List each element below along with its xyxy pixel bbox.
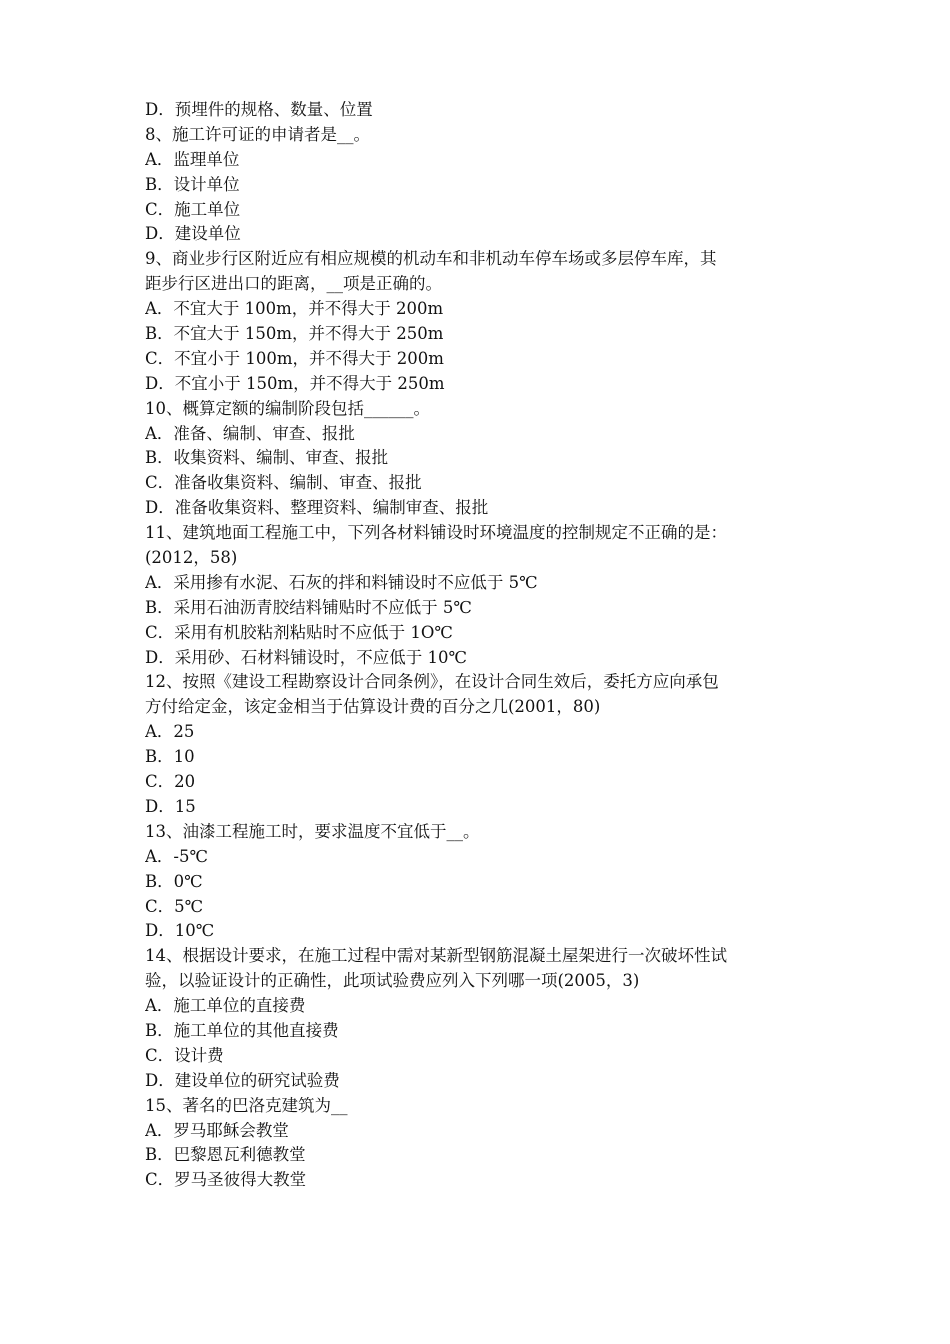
text-line: 12、按照《建设工程勘察设计合同条例》，在设计合同生效后，委托方应向承包 [145, 672, 719, 692]
text-line: D．准备收集资料、整理资料、编制审查、报批 [145, 498, 489, 518]
text-line: A．监理单位 [145, 149, 240, 169]
text-line: 方付给定金，该定金相当于估算设计费的百分之几(2001，80) [145, 697, 601, 717]
text-line: A．不宜大于 100m，并不得大于 200m [145, 299, 444, 319]
text-line: D．建设单位 [145, 224, 241, 244]
text-line: C．5℃ [145, 896, 204, 916]
text-line: C．采用有机胶粘剂粘贴时不应低于 1O℃ [145, 622, 453, 642]
text-line: 14、根据设计要求，在施工过程中需对某新型钢筋混凝土屋架进行一次破坏性试 [145, 946, 727, 966]
text-line: A．-5℃ [145, 846, 208, 866]
text-line: A．施工单位的直接费 [145, 996, 306, 1016]
text-line: 13、油漆工程施工时，要求温度不宜低于__。 [145, 821, 480, 841]
text-line: 8、施工许可证的申请者是__。 [145, 124, 370, 144]
text-line: B．0℃ [145, 871, 203, 891]
text-line: 9、商业步行区附近应有相应规模的机动车和非机动车停车场或多层停车库，其 [145, 249, 717, 269]
text-line: B．施工单位的其他直接费 [145, 1020, 339, 1040]
document-body [145, 98, 810, 1193]
text-line: 10、概算定额的编制阶段包括______。 [145, 398, 430, 418]
text-line: B．收集资料、编制、审查、报批 [145, 448, 389, 468]
text-line: C．准备收集资料、编制、审查、报批 [145, 473, 422, 493]
text-line: D．不宜小于 150m，并不得大于 250m [145, 373, 445, 393]
text-line: C．设计费 [145, 1045, 224, 1065]
text-line: C．施工单位 [145, 199, 241, 219]
text-line: D．建设单位的研究试验费 [145, 1070, 340, 1090]
text-line: B．巴黎恩瓦利德教堂 [145, 1145, 306, 1165]
text-line: C．不宜小于 100m，并不得大于 200m [145, 348, 444, 368]
text-line: B．设计单位 [145, 174, 240, 194]
text-line: A．采用掺有水泥、石灰的拌和料铺设时不应低于 5℃ [145, 572, 538, 592]
text-line: A．25 [145, 722, 195, 742]
text-line: A．准备、编制、审查、报批 [145, 423, 355, 443]
text-line: B．采用石油沥青胶结料铺贴时不应低于 5℃ [145, 597, 472, 617]
text-line: C．20 [145, 772, 196, 792]
text-line: D．10℃ [145, 921, 215, 941]
text-line: 距步行区进出口的距离，__项是正确的。 [145, 274, 442, 294]
text-line: D．预埋件的规格、数量、位置 [145, 100, 373, 119]
text-line: (2012，58) [145, 548, 238, 568]
text-line: D．15 [145, 796, 196, 816]
text-line: B．10 [145, 747, 195, 767]
text-line: B．不宜大于 150m，并不得大于 250m [145, 324, 444, 344]
text-line: 11、建筑地面工程施工中，下列各材料铺设时环境温度的控制规定不正确的是： [145, 523, 727, 543]
text-line: C．罗马圣彼得大教堂 [145, 1170, 307, 1190]
text-line: A．罗马耶稣会教堂 [145, 1120, 289, 1140]
text-line: 验，以验证设计的正确性，此项试验费应列入下列哪一项(2005，3) [145, 971, 640, 991]
text-line: D．采用砂、石材料铺设时，不应低于 10℃ [145, 647, 467, 667]
text-line: 15、著名的巴洛克建筑为__ [145, 1095, 348, 1115]
